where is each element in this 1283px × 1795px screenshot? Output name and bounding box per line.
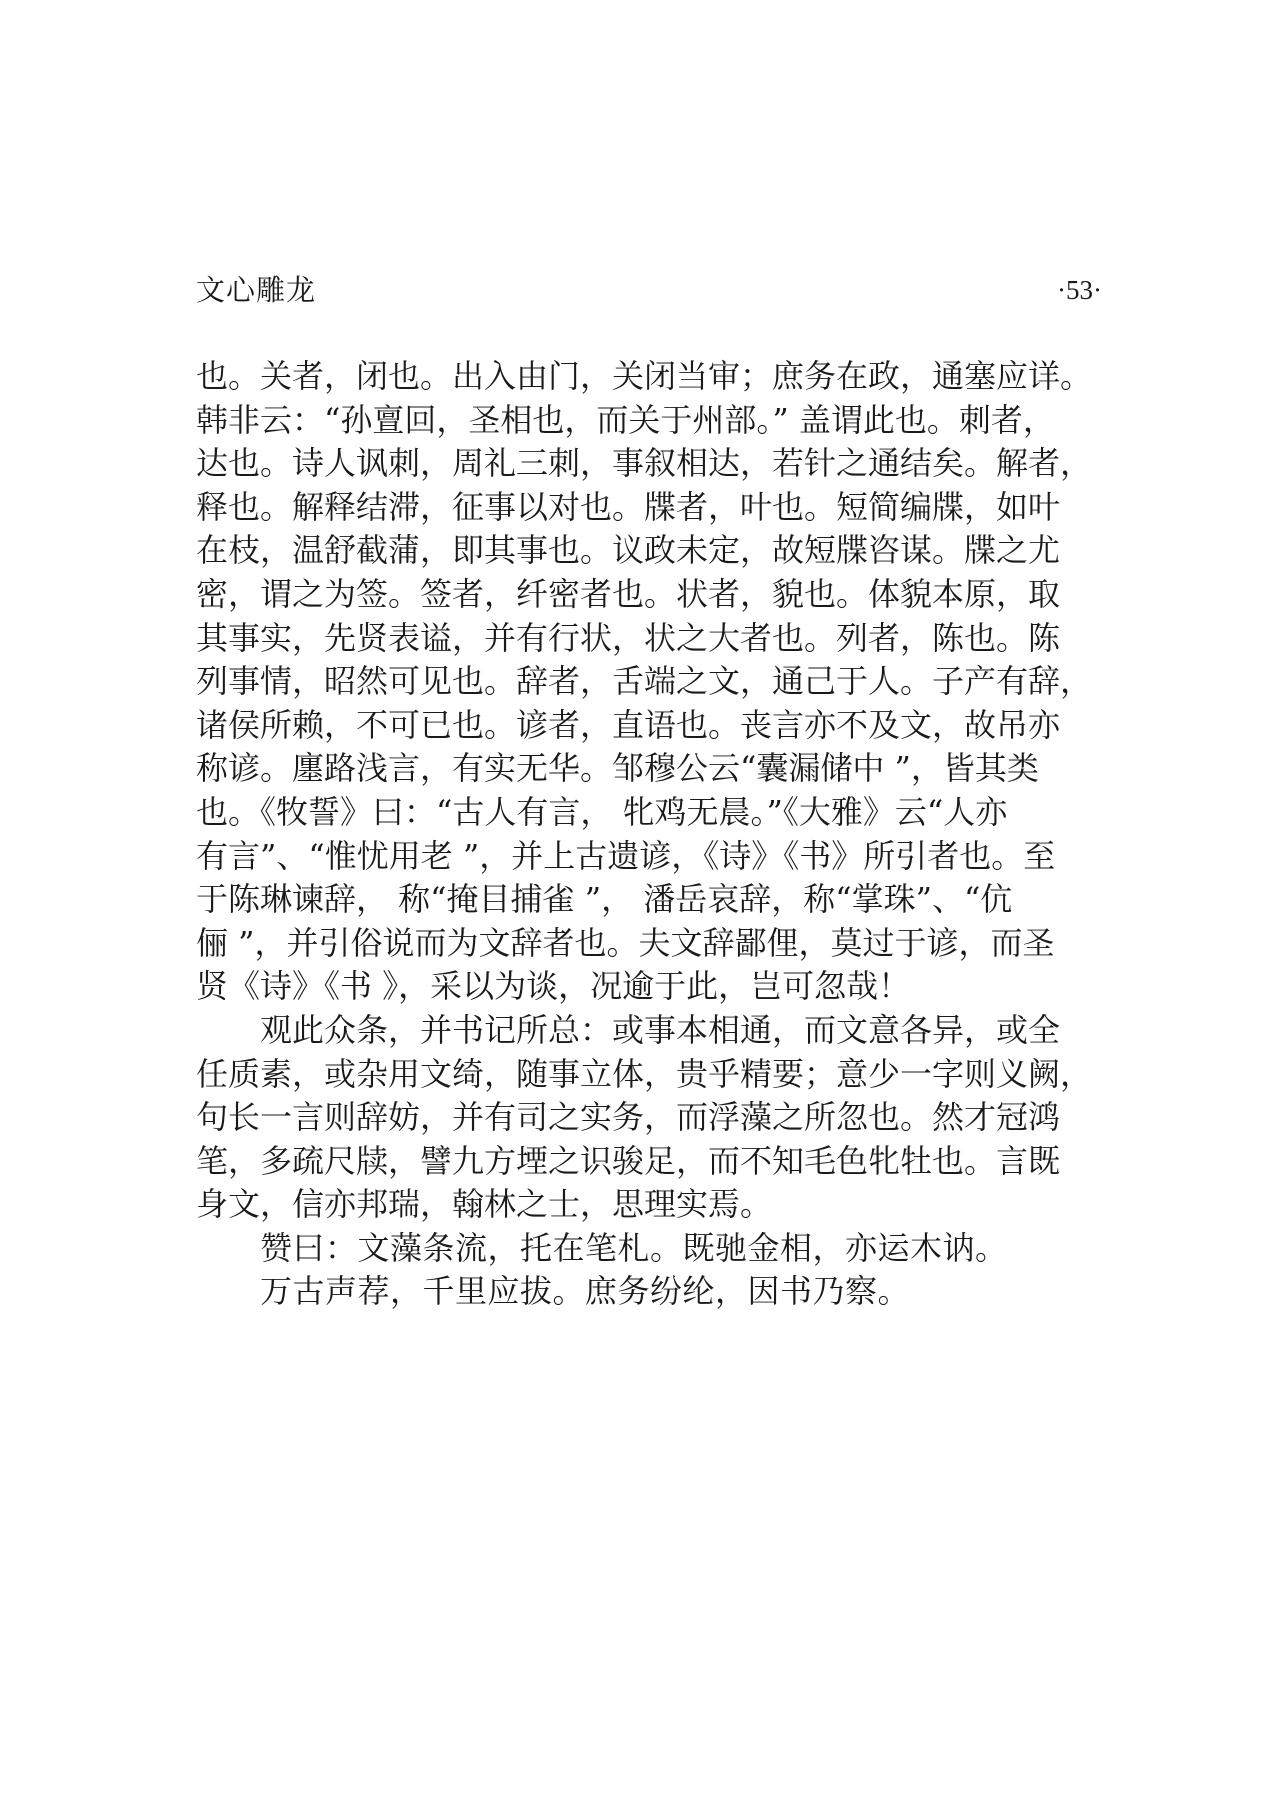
text-line: 其事实，先贤表谥，并有行状，状之大者也。列者，陈也。陈 [196, 618, 1061, 657]
text-line: 观此众条，并书记所总：或事本相通，而文意各异，或全 [260, 1010, 1061, 1049]
book-title: 文心雕龙 [196, 273, 317, 307]
page-number: ·53· [1057, 275, 1102, 305]
text-line: 在枝，温舒截蒲，即其事也。议政未定，故短牒咨谋。牒之尤 [196, 531, 1061, 570]
text-line: 韩非云：“孙亶回，圣相也，而关于州部。” 盖谓此也。刺者， [196, 400, 1055, 439]
text-line: 任质素，或杂用文绮，随事立体，贵乎精要；意少一字则义阙， [196, 1054, 1093, 1093]
text-line: 列事情，昭然可见也。辞者，舌端之文，通己于人。子产有辞， [196, 662, 1093, 701]
text-line: 贤《诗》《书 》，采以为谈，况逾于此，岂可忽哉！ [196, 967, 911, 1006]
text-line: 诸侯所赖，不可已也。谚者，直语也。丧言亦不及文，故吊亦 [196, 705, 1061, 744]
text-line: 称谚。廛路浅言，有实无华。邹穆公云“囊漏储中 ”，皆其类 [196, 749, 1039, 788]
text-line: 句长一言则辞妨，并有司之实务，而浮藻之所忽也。然才冠鸿 [196, 1098, 1061, 1137]
text-line: 于陈琳谏辞， 称“掩目捕雀 ”， 潘岳哀辞，称“掌珠”、“伉 [196, 880, 1013, 919]
text-line: 也。关者，闭也。出入由门，关闭当审；庶务在政，通塞应详。 [196, 357, 1093, 395]
text-line: 有言”、“惟忧用老 ”，并上古遗谚，《诗》《书》所引者也。至 [196, 836, 1056, 875]
text-line: 释也。解释结滞，征事以对也。牒者，叶也。短简编牒，如叶 [196, 487, 1061, 526]
text-line: 达也。诗人讽刺，周礼三刺，事叙相达，若针之通结矣。解者， [196, 444, 1093, 483]
text-line: 密，谓之为签。签者，纤密者也。状者，貌也。体貌本原，取 [196, 574, 1061, 613]
text-line: 万古声荐，千里应拔。庶务纷纶，因书乃察。 [260, 1272, 911, 1311]
text-line: 身文，信亦邦瑞，翰林之士，思理实焉。 [196, 1185, 773, 1224]
text-line: 也。《牧誓》曰：“古人有言， 牝鸡无晨。”《大雅》云“人亦 [196, 792, 1008, 831]
text-line: 笔，多疏尺牍，譬九方堙之识骏足，而不知毛色牝牡也。言既 [196, 1141, 1061, 1180]
body-text [196, 355, 1116, 1314]
running-head [196, 268, 1102, 312]
text-line: 赞曰：文藻条流，托在笔札。既驰金相，亦运木讷。 [260, 1228, 1008, 1267]
text-line: 俪 ”，并引俗说而为文辞者也。夫文辞鄙俚，莫过于谚，而圣 [196, 923, 1055, 962]
